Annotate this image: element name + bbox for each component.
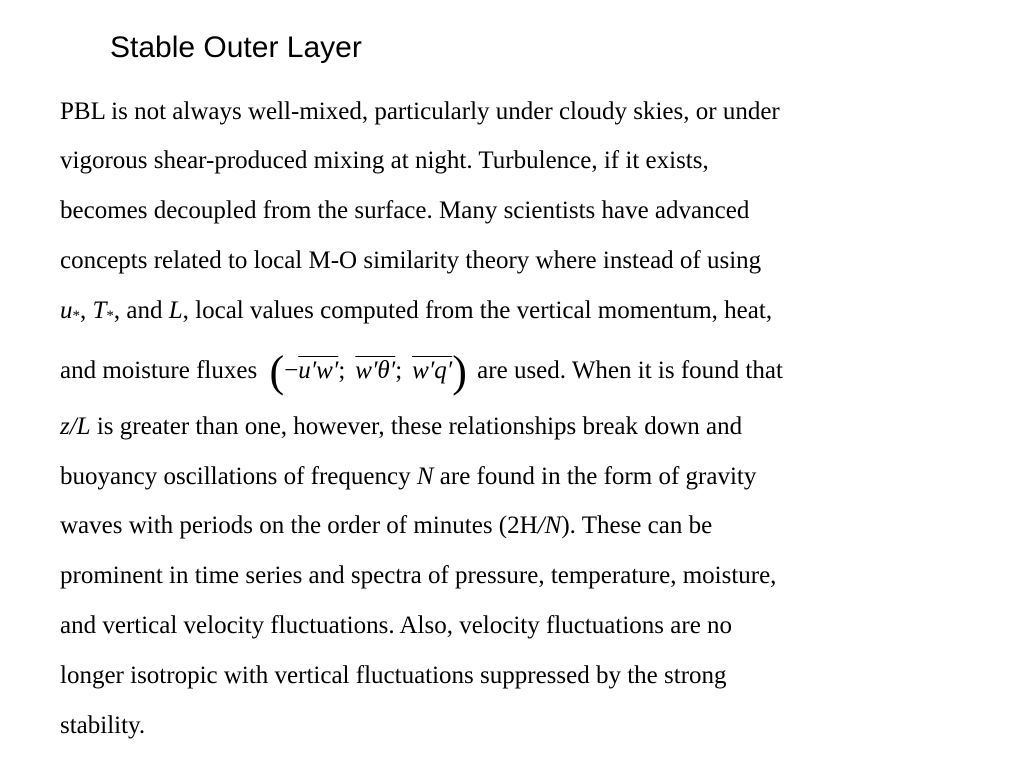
semicolon: ; bbox=[395, 357, 403, 384]
paragraph-line-1: PBL is not always well-mixed, particularly under cloudy skies, or under bbox=[60, 98, 780, 125]
flux-formula bbox=[269, 347, 467, 396]
paragraph-line-10: prominent in time series and spectra of pressure, temperature, moisture, bbox=[60, 562, 777, 589]
obukhov-length-symbol: L bbox=[168, 297, 183, 324]
line-text: buoyancy oscillations of frequency bbox=[60, 463, 417, 490]
line-text: waves with periods on the order of minutes (2 bbox=[60, 512, 520, 539]
temperature-scale-symbol: T bbox=[92, 297, 107, 324]
paragraph-line-3: becomes decoupled from the surface. Many scientists have advanced bbox=[60, 197, 750, 224]
slash-glyph: / bbox=[537, 512, 545, 539]
paragraph-line-13: stability. bbox=[60, 712, 146, 739]
separator-text: , and bbox=[113, 297, 169, 324]
paragraph-line-7 bbox=[60, 412, 742, 442]
line-text: ). These can be bbox=[561, 512, 713, 539]
semicolon: ; bbox=[338, 357, 346, 384]
friction-velocity-symbol: u bbox=[60, 297, 73, 324]
open-paren: ( bbox=[269, 347, 285, 396]
paragraph-line-8 bbox=[60, 462, 756, 492]
paragraph-line-5 bbox=[60, 296, 772, 331]
line-text: is greater than one, however, these relationships break down and bbox=[90, 413, 743, 440]
paragraph-line-12: longer isotropic with vertical fluctuations suppressed by the strong bbox=[60, 662, 727, 689]
moisture-flux-term: w′q′ bbox=[412, 357, 453, 384]
paragraph-line-4: concepts related to local M-O similarity theory where instead of using bbox=[60, 247, 762, 274]
pi-glyph: H bbox=[519, 512, 538, 539]
close-paren: ) bbox=[452, 347, 467, 396]
minus-sign: − bbox=[284, 357, 299, 384]
paragraph-line-11: and vertical velocity fluctuations. Also, velocity fluctuations are no bbox=[60, 612, 733, 639]
star-subscript: * bbox=[106, 308, 114, 324]
paragraph-line-2: vigorous shear-produced mixing at night. Turbulence, if it exists, bbox=[60, 147, 709, 174]
paragraph-line-9 bbox=[60, 511, 712, 541]
stability-parameter-symbol: z/L bbox=[60, 413, 91, 440]
separator-text: , bbox=[80, 297, 93, 324]
heat-flux-term: w′θ′ bbox=[355, 357, 396, 384]
frequency-symbol: N bbox=[544, 512, 562, 539]
line-text: , local values computed from the vertical momentum, heat, bbox=[182, 297, 773, 324]
paragraph-line-6 bbox=[60, 347, 783, 396]
momentum-flux-term: u′w′ bbox=[298, 357, 339, 384]
frequency-symbol: N bbox=[416, 463, 434, 490]
slide-title: Stable Outer Layer bbox=[110, 31, 362, 64]
line-text: are used. When it is found that bbox=[470, 357, 783, 384]
line-text: and moisture fluxes bbox=[60, 357, 264, 384]
star-subscript: * bbox=[72, 308, 80, 324]
line-text: are found in the form of gravity bbox=[433, 463, 757, 490]
